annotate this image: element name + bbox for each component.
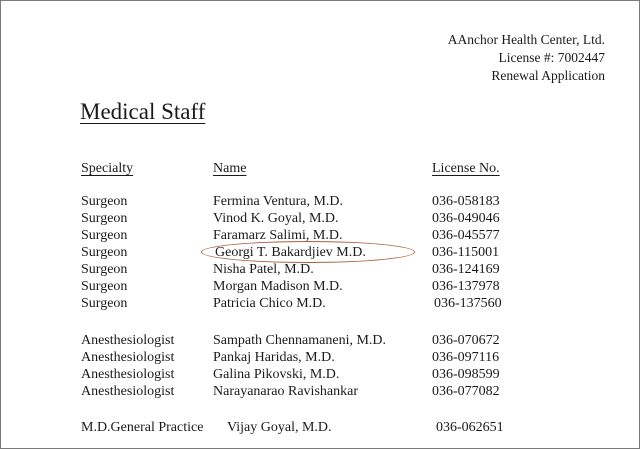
license-cell: 036-058183 bbox=[432, 194, 500, 209]
application-type: Renewal Application bbox=[491, 68, 605, 83]
page-title: Medical Staff bbox=[80, 99, 206, 124]
license-cell: 036-137978 bbox=[432, 279, 500, 294]
staff-row bbox=[1, 419, 639, 436]
specialty-cell: Anesthesiologist bbox=[81, 350, 175, 365]
staff-row bbox=[1, 227, 639, 244]
specialty-cell: Surgeon bbox=[81, 279, 128, 294]
name-cell: Fermina Ventura, M.D. bbox=[213, 194, 343, 209]
name-cell: Vijay Goyal, M.D. bbox=[227, 420, 332, 435]
name-cell: Georgi T. Bakardjiev M.D. bbox=[215, 245, 366, 260]
staff-row bbox=[1, 295, 639, 312]
specialty-cell: Surgeon bbox=[81, 296, 128, 311]
section-spacer bbox=[1, 312, 639, 332]
name-cell: Morgan Madison M.D. bbox=[213, 279, 343, 294]
highlighted-name bbox=[215, 244, 366, 261]
name-cell: Galina Pikovski, M.D. bbox=[213, 367, 340, 382]
name-cell: Narayanarao Ravishankar bbox=[213, 384, 358, 399]
name-cell: Nisha Patel, M.D. bbox=[213, 262, 314, 277]
name-cell: Patricia Chico M.D. bbox=[213, 296, 326, 311]
license-cell: 036-062651 bbox=[436, 420, 504, 435]
license-cell: 036-097116 bbox=[432, 350, 500, 365]
staff-row bbox=[1, 278, 639, 295]
license-cell: 036-124169 bbox=[432, 262, 500, 277]
staff-row bbox=[1, 366, 639, 383]
specialty-cell: Surgeon bbox=[81, 211, 128, 226]
staff-row bbox=[1, 332, 639, 349]
specialty-cell: Surgeon bbox=[81, 194, 128, 209]
staff-row bbox=[1, 383, 639, 400]
section-spacer bbox=[1, 400, 639, 419]
license-cell: 036-115001 bbox=[432, 245, 500, 260]
specialty-cell: Anesthesiologist bbox=[81, 384, 175, 399]
license-cell: 036-077082 bbox=[432, 384, 500, 399]
license-number: License #: 7002447 bbox=[498, 50, 605, 65]
specialty-cell: Anesthesiologist bbox=[81, 367, 175, 382]
staff-row bbox=[1, 261, 639, 278]
specialty-cell: Surgeon bbox=[81, 245, 128, 260]
license-cell: 036-045577 bbox=[432, 228, 500, 243]
column-header-name: Name bbox=[213, 161, 247, 176]
license-cell: 036-098599 bbox=[432, 367, 500, 382]
specialty-cell: Anesthesiologist bbox=[81, 333, 175, 348]
column-header-specialty: Specialty bbox=[81, 161, 134, 176]
name-cell: Faramarz Salimi, M.D. bbox=[213, 228, 343, 243]
name-cell: Pankaj Haridas, M.D. bbox=[213, 350, 335, 365]
staff-list bbox=[1, 193, 639, 436]
organization-name: AAnchor Health Center, Ltd. bbox=[447, 32, 605, 47]
license-cell: 036-137560 bbox=[434, 296, 502, 311]
column-header-license: License No. bbox=[432, 161, 500, 176]
specialty-cell: Surgeon bbox=[81, 228, 128, 243]
letterhead bbox=[448, 31, 605, 85]
name-cell: Sampath Chennamaneni, M.D. bbox=[213, 333, 387, 348]
license-cell: 036-049046 bbox=[432, 211, 500, 226]
specialty-cell: Surgeon bbox=[81, 262, 128, 277]
staff-row bbox=[1, 210, 639, 227]
staff-row-highlighted bbox=[1, 244, 639, 261]
specialty-cell: M.D.General Practice bbox=[81, 420, 204, 435]
staff-row bbox=[1, 193, 639, 210]
staff-row bbox=[1, 349, 639, 366]
name-cell: Vinod K. Goyal, M.D. bbox=[213, 211, 339, 226]
license-cell: 036-070672 bbox=[432, 333, 500, 348]
